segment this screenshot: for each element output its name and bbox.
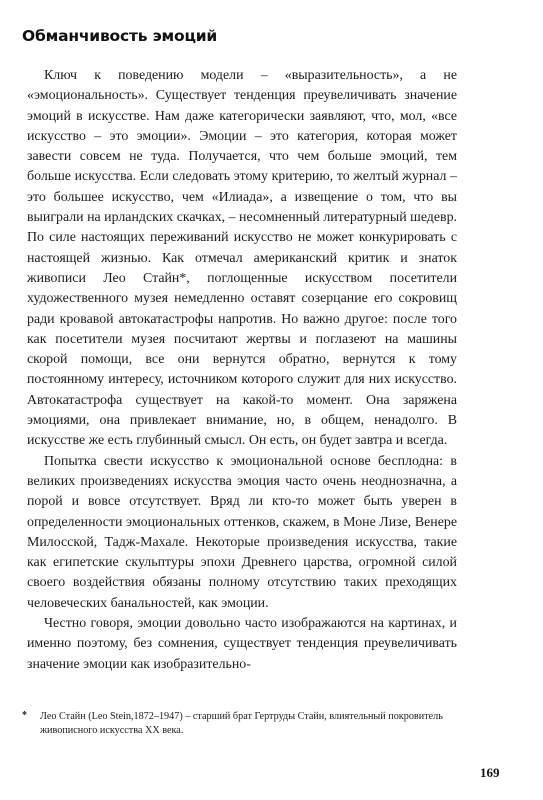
- paragraph: Честно говоря, эмоции довольно часто изображаются на картинах, и именно поэтому, без сомнения, существует тенденция преувеличивать значение эмоции как изобразительно-: [27, 616, 457, 672]
- footnote-text: Лео Стайн (Leo Stein,1872–1947) – старший брат Гертруды Стайн, влиятельный покровитель живописного искусства XX века.: [40, 711, 443, 736]
- footnote: [22, 710, 462, 737]
- footnote-marker: *: [22, 710, 28, 721]
- page-number: 169: [480, 765, 500, 780]
- paragraph: Ключ к поведению модели – «выразительность», а не «эмоциональность». Существует тенденция преувеличивать значение эмоций в искусстве. Нам даже категорически заявляют, что, мол, «все искусство – это эмоции». Эмоции – это категория, которая может завести совсем не туда. Получается, что чем больше эмоций, тем больше искусства. Если следовать этому критерию, то желтый журнал – это большее искусство, чем «Илиада», а извещение о том, что вы выиграли на ирландских скачках, – несомненный литературный шедевр. По силе настоящих переживаний искусство не может конкурировать с настоящей жизнью. Как отмечал американский критик и знаток живописи Лео Стайн*, поглощенные искусством посетители художественного музея немедленно оставят созерцание его сокровищ ради кровавой автокатастрофы напротив. Но важно другое: после того как посетители музея посчитают жертвы и поглазеют на машины скорой помощи, все они вернутся обратно, вернутся к тому постоянному интересу, источником которого служит для них искусство. Автокатастрофа существует на какой-то момент. Она заряжена эмоциями, она привлекает внимание, но, в общем, ненадолго. В искусстве же есть глубинный смысл. Он есть, он будет завтра и всегда.: [27, 68, 458, 449]
- body-text: [27, 66, 457, 675]
- paragraph: Попытка свести искусство к эмоциональной основе бесплодна: в великих произведениях искусства эмоция часто очень неоднозначна, а порой и вовсе отсутствует. Вряд ли кто-то может быть уверен в определенности эмоциональных оттенков, скажем, в Моне Лизе, Венере Милосской, Тадж-Махале. Некоторые произведения искусства, такие как египетские скульптуры эпохи Древнего царства, огромной силой своего воздействия обязаны полному отсутствию таких преходящих человеческих банальностей, как эмоции.: [27, 453, 457, 611]
- section-heading: Обманчивость эмоций: [22, 27, 218, 45]
